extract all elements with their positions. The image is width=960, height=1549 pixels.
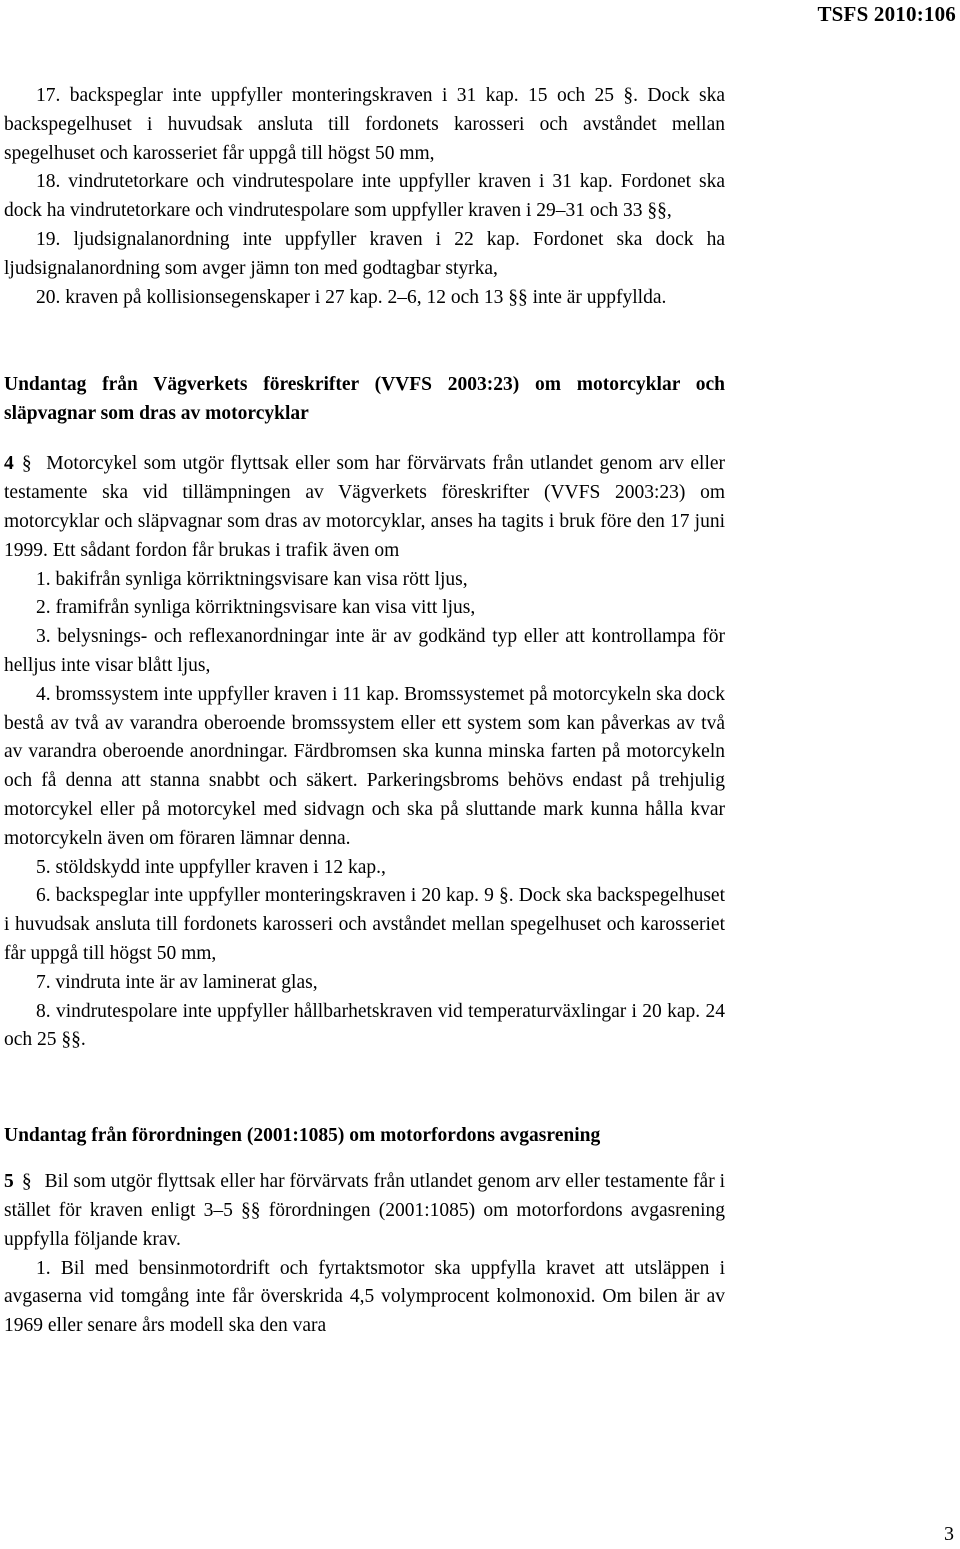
section-intro: Motorcykel som utgör flyttsak eller som har förvärvats från utlandet genom arv eller testamente ska vid tillämpningen av Vägverkets föreskrifter (VVFS 2003:23) om motorcyklar och släpvagnar som dras av motorcyklar, anses ha tagits i bruk före den 17 juni 1999. Ett sådant fordon får brukas i trafik även om [4,453,726,561]
section-intro: Bil som utgör flyttsak eller har förvärvats från utlandet genom arv eller testamente får i stället för kraven enligt 3–5 §§ förordningen (2001:1085) om motorfordons avgasrening uppfylla följande krav. [4,1171,726,1250]
section-number: 4 [4,453,14,475]
list-item: 6. backspeglar inte uppfyller monteringskraven i 20 kap. 9 §. Dock ska backspegelhuset i huvudsak ansluta till fordonets karosseri och avståndet mellan spegelhuset och karosseriet får uppgå till högst 50 mm, [4,885,725,964]
list-item: 5. stöldskydd inte uppfyller kraven i 12 kap., [36,856,386,878]
section-number: 5 [4,1171,14,1193]
section-heading: Undantag från Vägverkets föreskrifter (VVFS 2003:23) om motorcyklar och släpvagnar som dras av motorcyklar [4,374,725,425]
list-item: 2. framifrån synliga körriktningsvisare kan visa vitt ljus, [36,597,476,619]
list-item: 20. kraven på kollisionsegenskaper i 27 kap. 2–6, 12 och 13 §§ inte är uppfyllda. [36,286,667,308]
list-item: 1. Bil med bensinmotordrift och fyrtaktsmotor ska uppfylla kravet att utsläppen i avgaserna vid tomgång inte får överskrida 4,5 volymprocent kolmonoxid. Om bilen är av 1969 eller senare års modell ska den vara [4,1257,725,1337]
list-item: 1. bakifrån synliga körriktningsvisare kan visa rött ljus, [36,568,468,590]
list-item: 18. vindrutetorkare och vindrutespolare inte uppfyller kraven i 31 kap. Fordonet ska dock ha vindrutetorkare och vindrutespolare som uppfyller kraven i 29–31 och 33 §§, [4,171,725,222]
list-item: 17. backspeglar inte uppfyller monteringskraven i 31 kap. 15 och 25 §. Dock ska backspegelhuset i huvudsak ansluta till fordonets karosseri och avståndet mellan spegelhuset och karosseriet får uppgå till högst 50 mm, [4,85,725,164]
section-symbol: § [21,453,32,475]
section-paragraph [4,1168,725,1254]
list-item: 8. vindrutespolare inte uppfyller hållbarhetskraven vid temperaturväxlingar i 20 kap. 24 och 25 §§. [4,1000,725,1051]
section-symbol: § [21,1171,32,1193]
page-number: 3 [944,1523,954,1545]
list-item: 3. belysnings- och reflexanordningar inte är av godkänd typ eller att kontrollampa för helljus inte visar blått ljus, [4,626,725,676]
list-item: 7. vindruta inte är av laminerat glas, [36,971,318,993]
section-paragraph [4,450,725,565]
list-item: 19. ljudsignalanordning inte uppfyller kraven i 22 kap. Fordonet ska dock ha ljudsignalanordning som avger jämn ton med godtagbar styrka, [4,228,725,279]
document-reference: TSFS 2010:106 [817,2,956,26]
section-heading: Undantag från förordningen (2001:1085) om motorfordons avgasrening [4,1125,601,1147]
list-item: 4. bromssystem inte uppfyller kraven i 11 kap. Bromssystemet på motorcykeln ska dock bestå av två av varandra oberoende bromssystem eller ett system som kan påverkas av två av varandra oberoende anordningar. Färdbromsen ska kunna minska farten på motorcykeln och få denna att stanna snabbt och säkert. Parkeringsbroms behövs endast på trehjulig motorcykel eller på motorcykel med sidvagn och ska på sluttande mark kunna hålla kvar motorcykeln även om föraren lämnar denna. [4,683,725,849]
document-body [4,82,725,1341]
